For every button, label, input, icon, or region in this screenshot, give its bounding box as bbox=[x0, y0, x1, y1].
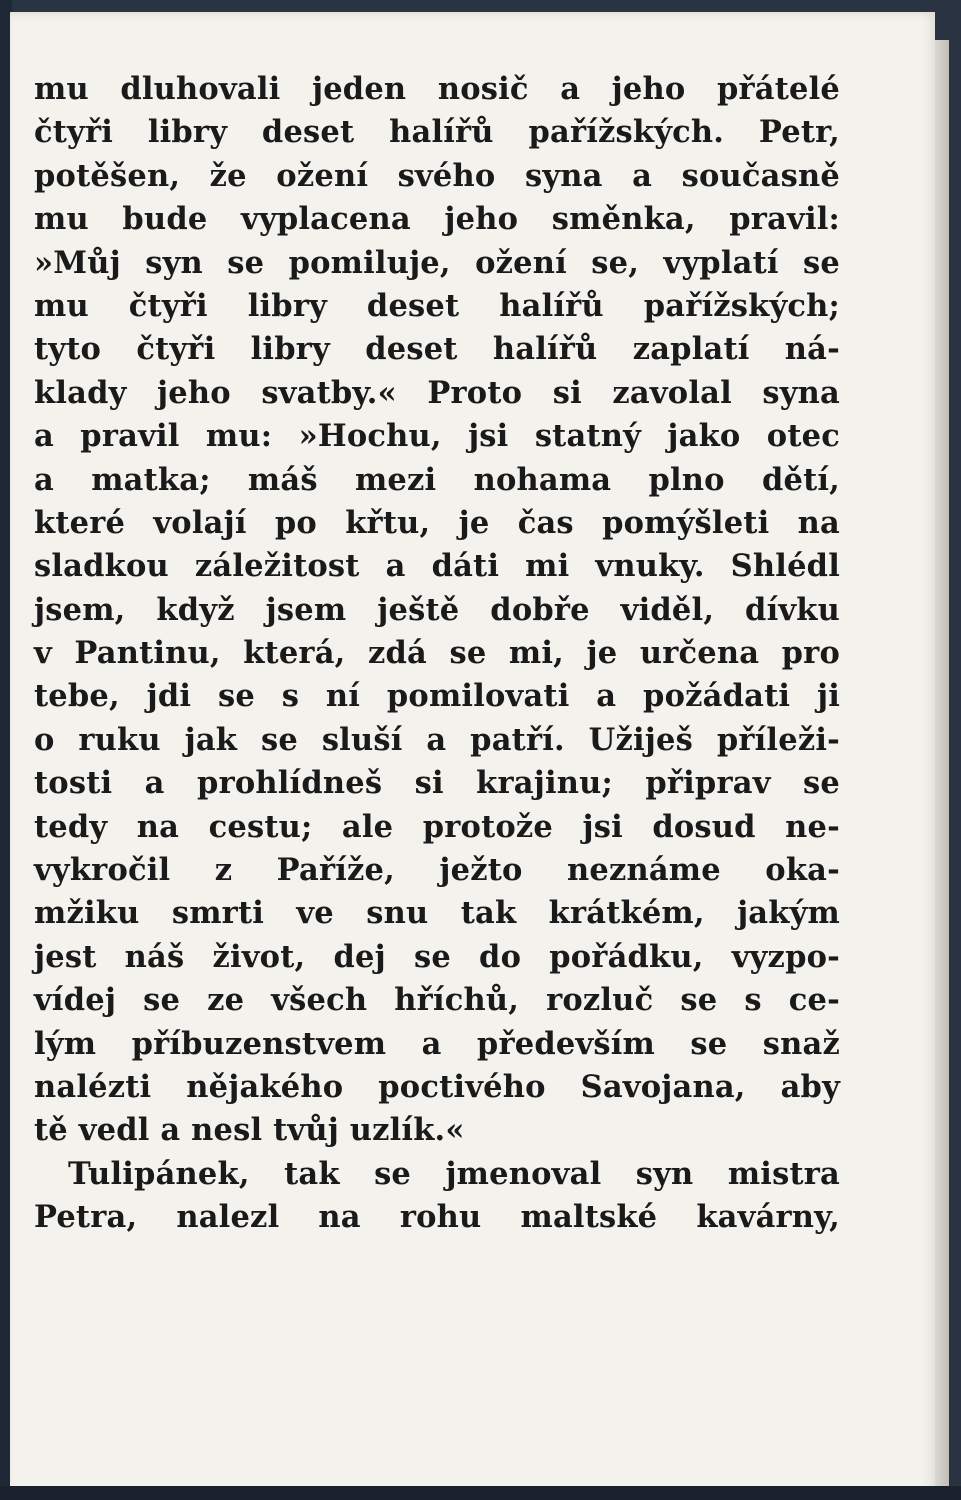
text-line: mžiku smrti ve snu tak krátkém, jakým bbox=[34, 895, 840, 932]
text-line: tebe, jdi se s ní pomilovati a požádati ji bbox=[34, 678, 840, 715]
text-line: klady jeho svatby.« Proto si zavolal syna bbox=[34, 374, 840, 411]
text-line: nalézti nějakého poctivého Savojana, aby bbox=[34, 1068, 840, 1105]
text-line: mu dluhovali jeden nosič a jeho přátelé bbox=[34, 71, 840, 107]
text-line: vídej se ze všech hříchů, rozluč se s ce- bbox=[34, 982, 840, 1019]
text-line: Tulipánek, tak se jmenoval syn mistra bbox=[68, 1155, 840, 1192]
text-line: tě vedl a nesl tvůj uzlík.« bbox=[34, 1112, 465, 1149]
text-line: mu bude vyplacena jeho směnka, pravil: bbox=[34, 201, 840, 238]
text-line: o ruku jak se sluší a patří. Užiješ příleži- bbox=[34, 721, 840, 758]
text-line: jest náš život, dej se do pořádku, vyzpo- bbox=[34, 938, 840, 975]
text-line: tyto čtyři libry deset halířů zaplatí ná- bbox=[34, 331, 840, 368]
text-line: čtyři libry deset halířů pařížských. Petr, bbox=[34, 114, 840, 151]
text-line: v Pantinu, která, zdá se mi, je určena pro bbox=[34, 635, 840, 672]
text-line: »Můj syn se pomiluje, ožení se, vyplatí se bbox=[34, 244, 840, 281]
text-line: mu čtyři libry deset halířů pařížských; bbox=[34, 287, 840, 324]
text-line: a pravil mu: »Hochu, jsi statný jako otec bbox=[34, 418, 840, 455]
text-line: tedy na cestu; ale protože jsi dosud ne- bbox=[34, 808, 840, 845]
page-text bbox=[34, 68, 840, 1240]
text-line: jsem, když jsem ještě dobře viděl, dívku bbox=[34, 591, 840, 628]
paragraph-2 bbox=[34, 1153, 840, 1240]
paragraph-1 bbox=[34, 68, 840, 1153]
text-line: Petra, nalezl na rohu maltské kavárny, bbox=[34, 1199, 840, 1236]
text-line: a matka; máš mezi nohama plno dětí, bbox=[34, 461, 840, 498]
text-line: vykročil z Paříže, ježto neznáme oka- bbox=[34, 852, 840, 889]
scan-bottom-border bbox=[0, 1486, 961, 1500]
text-line: potěšen, že ožení svého syna a současně bbox=[34, 157, 840, 194]
text-line: lým příbuzenstvem a především se snaž bbox=[34, 1025, 840, 1062]
text-line: které volají po křtu, je čas pomýšleti na bbox=[34, 504, 840, 541]
text-line: tosti a prohlídneš si krajinu; připrav se bbox=[34, 765, 840, 802]
text-line: sladkou záležitost a dáti mi vnuky. Shlédl bbox=[34, 548, 840, 585]
